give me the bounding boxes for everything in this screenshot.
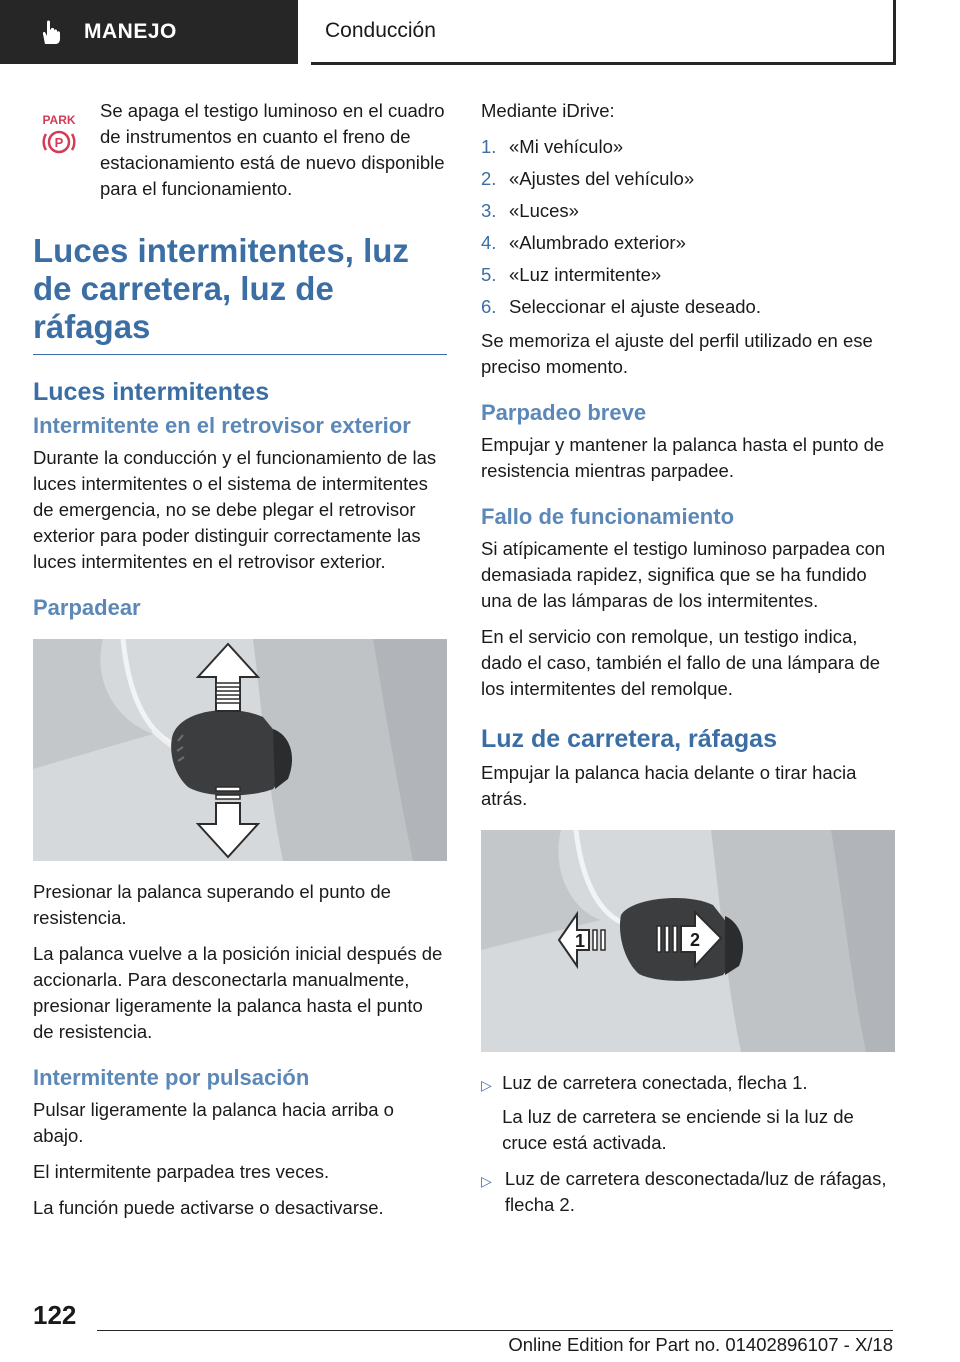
section-tab[interactable]: [0, 0, 298, 64]
heading-malfunction: Fallo de funcionamiento: [481, 504, 735, 529]
subheading-turn-signals: Luces intermitentes: [33, 378, 270, 406]
triangle-bullet-icon: ▷: [481, 1077, 492, 1093]
paragraph-brief: Empujar y mantener la palanca hasta el punto de resistencia mientras parpadee.: [481, 434, 885, 481]
paragraph-saved: Se memoriza el ajuste del perfil utilizado en ese preciso momento.: [481, 330, 873, 377]
lever-up-down-illustration: [33, 639, 447, 861]
lever-up-down-figure: [33, 639, 447, 861]
main-heading: Luces intermitentes, luz de carretera, luz de ráfagas: [33, 232, 447, 355]
heading-mirror-indicator: Intermitente en el retrovisor exterior: [33, 413, 411, 438]
list-item: 3. «Luces»: [481, 200, 579, 221]
left-column: [33, 98, 447, 1231]
heading-tap-indicator: Intermitente por pulsación: [33, 1065, 310, 1090]
hand-pointer-icon: [36, 17, 66, 47]
lever-forward-back-illustration: [481, 830, 895, 1052]
lever-forward-back-figure: [481, 830, 895, 1052]
high-beam-bullets: [481, 1070, 895, 1218]
chapter-header: [311, 0, 896, 65]
list-item: ▷ Luz de carretera desconectada/luz de ráfagas, flecha 2.: [481, 1166, 895, 1218]
park-paragraph: Se apaga el testigo luminoso en el cuadro de instrumentos en cuanto el freno de estacionamiento está de nuevo disponible para el funcionamiento.: [100, 100, 445, 199]
triangle-bullet-icon: ▷: [481, 1173, 492, 1189]
paragraph-fault-2: En el servicio con remolque, un testigo indica, dado el caso, también el fallo de una lámpara de los intermitentes del remolque.: [481, 626, 881, 699]
list-item: 5. «Luz intermitente»: [481, 264, 662, 285]
paragraph-return: La palanca vuelve a la posición inicial después de accionarla. Para desconectarla manualmente, presionar ligeramente la palanca hasta el punto de resistencia.: [33, 943, 443, 1042]
paragraph-fault-1: Si atípicamente el testigo luminoso parpadea con demasiada rapidez, significa que se ha fundido una de las lámparas de los intermitentes.: [481, 538, 886, 611]
list-item: 6. Seleccionar el ajuste deseado.: [481, 296, 761, 317]
idrive-intro: Mediante iDrive:: [481, 100, 615, 121]
chapter-title: Conducción: [325, 19, 436, 42]
paragraph-high-beam: Empujar la palanca hacia delante o tirar hacia atrás.: [481, 762, 857, 809]
paragraph-tap-1: Pulsar ligeramente la palanca hacia arriba o abajo.: [33, 1099, 394, 1146]
svg-text:P: P: [54, 135, 64, 150]
list-item: ▷ Luz de carretera conectada, flecha 1. La luz de carretera se enciende si la luz de cruce está activada.: [481, 1070, 895, 1156]
heading-blink: Parpadear: [33, 595, 141, 620]
right-column: [481, 98, 895, 1228]
paragraph-tap-2: El intermitente parpadea tres veces.: [33, 1161, 330, 1182]
footer-edition: Online Edition for Part no. 01402896107 - X/18: [508, 1334, 893, 1355]
park-note: [33, 98, 447, 202]
arrow-label-1: 1: [574, 931, 586, 951]
park-icon-label: PARK: [42, 113, 76, 127]
section-title: MANEJO: [84, 20, 177, 43]
arrow-label-2: 2: [689, 930, 701, 950]
idrive-steps: [481, 134, 895, 320]
paragraph-press: Presionar la palanca superando el punto de resistencia.: [33, 881, 391, 928]
paragraph-tap-3: La función puede activarse o desactivarse.: [33, 1197, 384, 1218]
subheading-high-beam: Luz de carretera, ráfagas: [481, 725, 777, 753]
heading-brief-blink: Parpadeo breve: [481, 400, 647, 425]
paragraph-mirror: Durante la conducción y el funcionamiento de las luces intermitentes o el sistema de intermitentes de emergencia, no se debe plegar el retrovisor exterior para poder distinguir correctamente las luces intermitentes en el retrovisor exterior.: [33, 447, 437, 572]
list-item: 1. «Mi vehículo»: [481, 136, 624, 157]
parking-brake-icon: [39, 112, 79, 156]
page-number: 122: [33, 1300, 77, 1330]
list-item: 4. «Alumbrado exterior»: [481, 232, 686, 253]
list-item: 2. «Ajustes del vehículo»: [481, 168, 695, 189]
footer-divider: [97, 1330, 893, 1331]
